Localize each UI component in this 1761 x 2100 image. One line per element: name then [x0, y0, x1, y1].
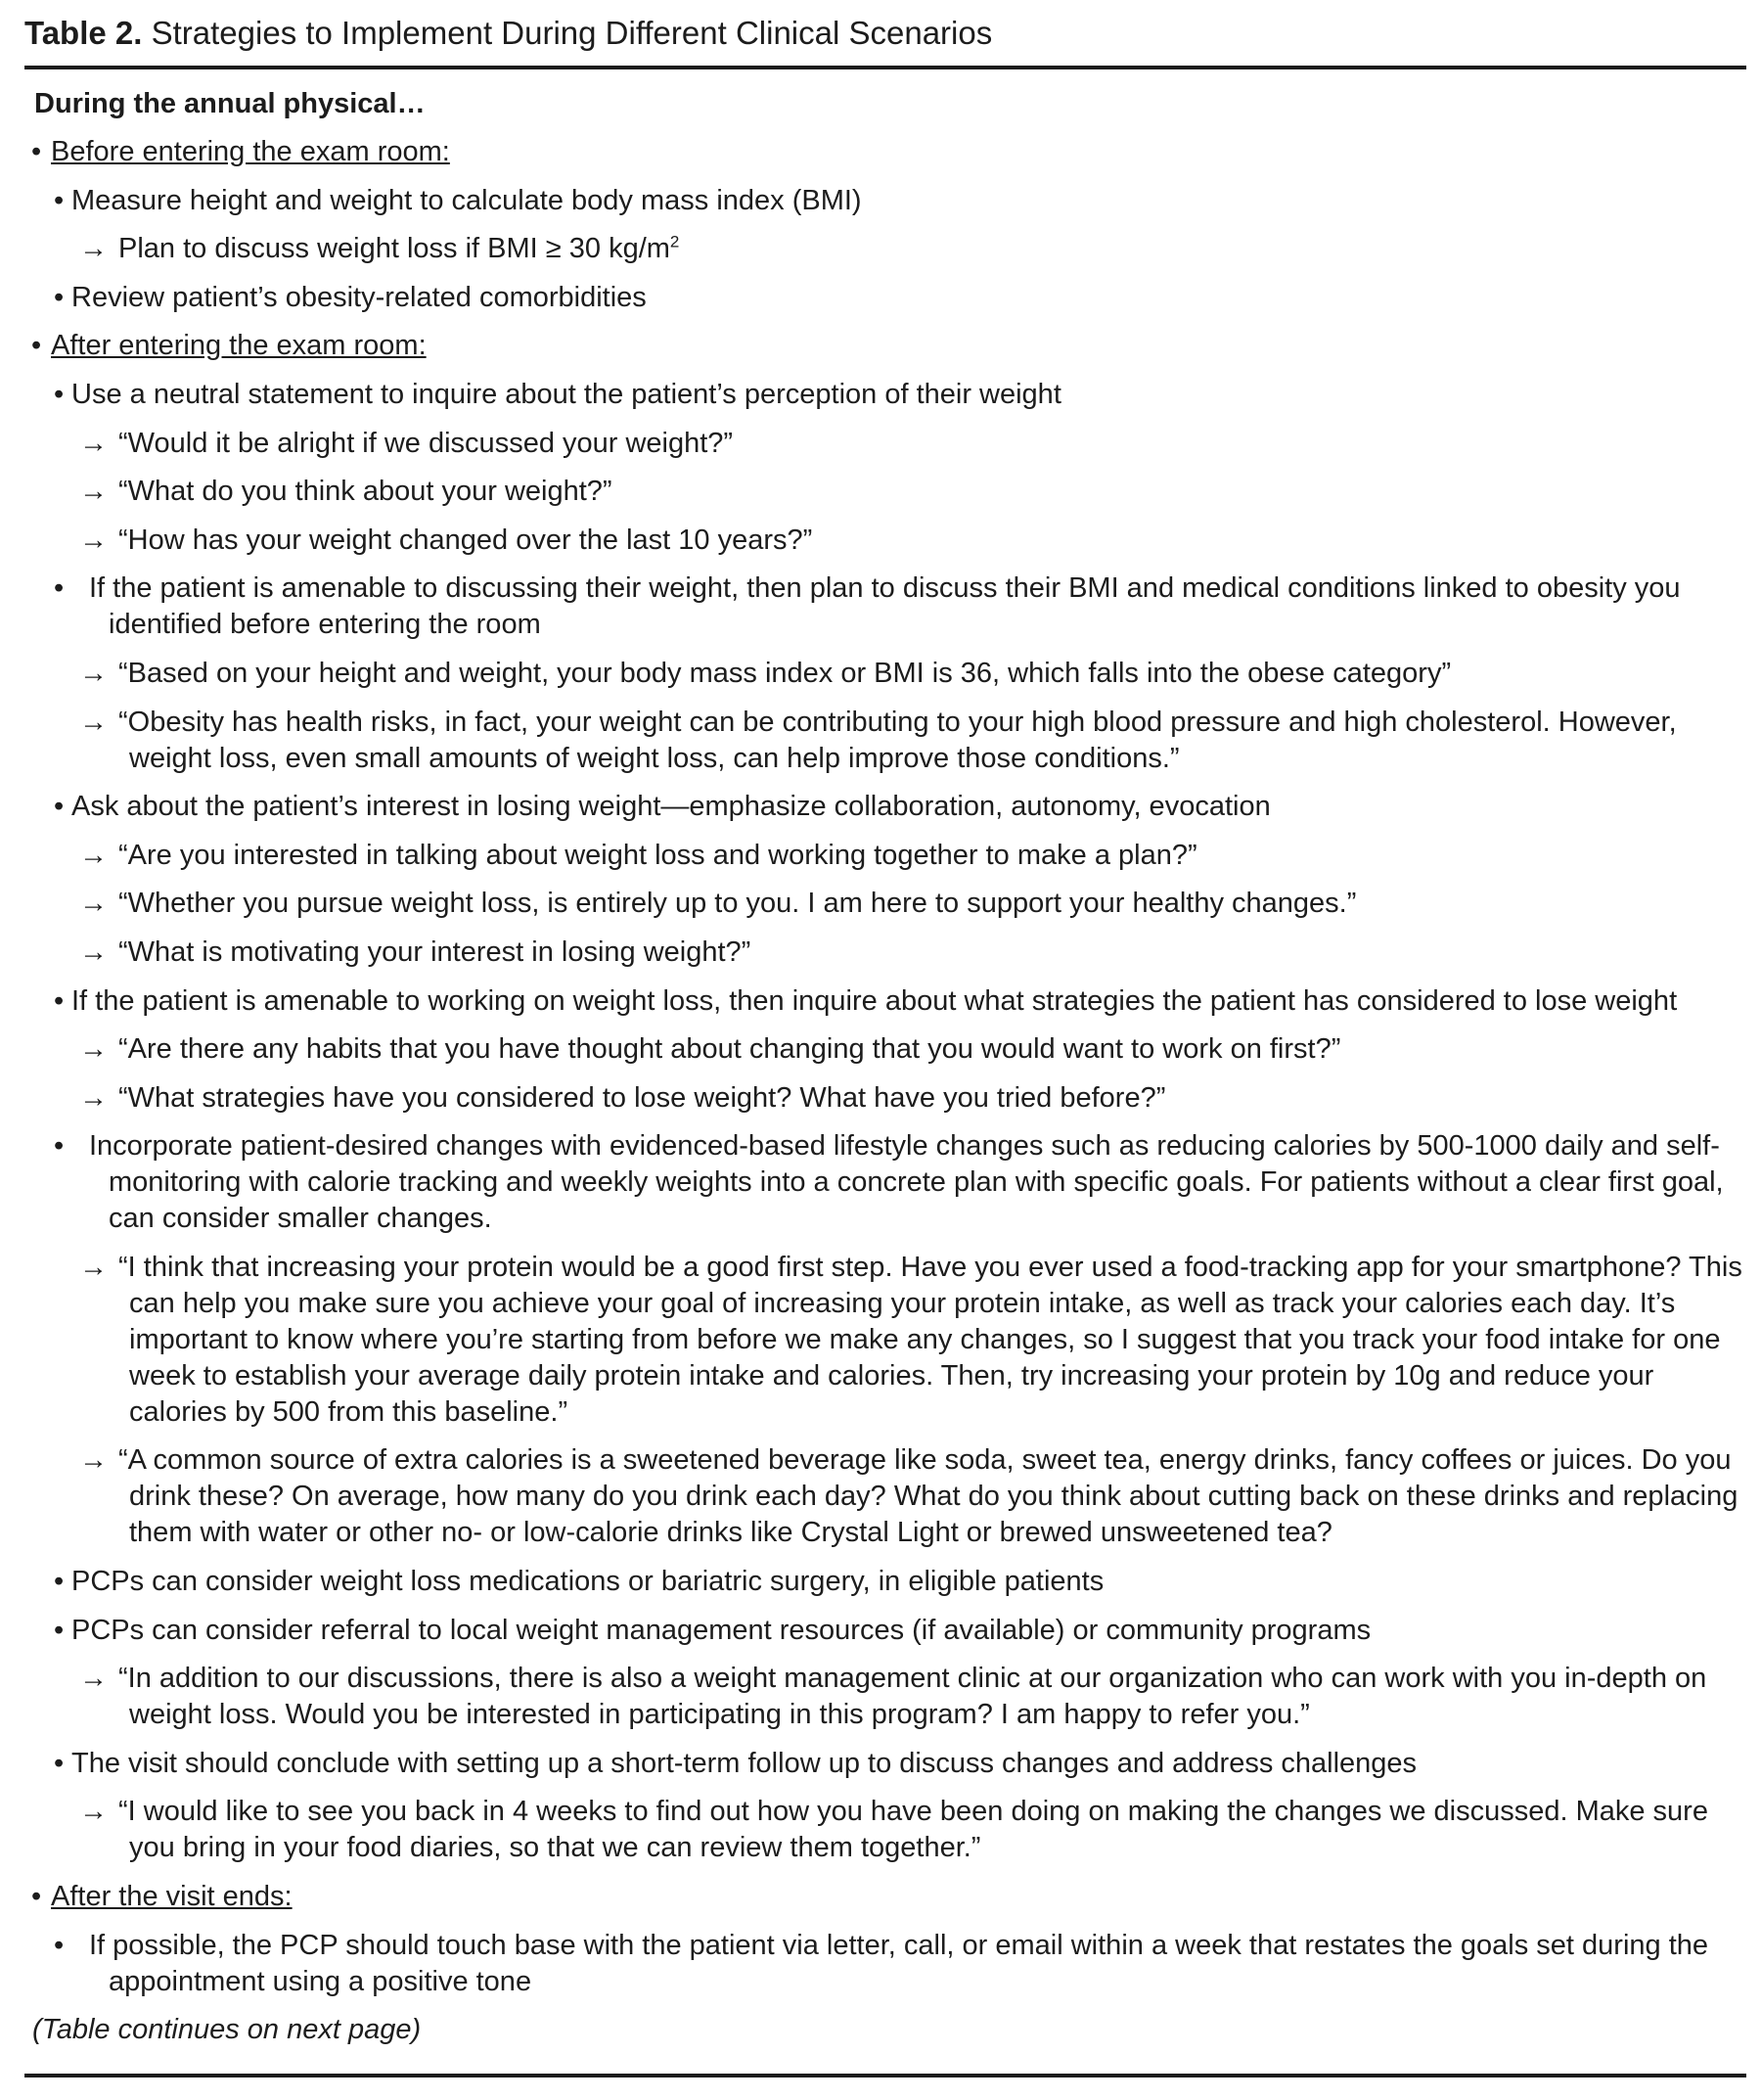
item-text: “I think that increasing your protein would be a good first step. Have you ever used a food-tracking app for your smartphone? This can help you make sure you achieve your goal of increasing your protein intake, as well as track your calories each day. It’s important to know where you’re starting from before we make any changes, so I suggest that you track your food intake for one week to establish your average daily protein intake and calories. Then, try increasing your protein by 10g and reduce your calories by 500 from this baseline.”: [118, 1251, 1742, 1428]
bullet-icon: •: [54, 791, 65, 823]
item-text: “Are you interested in talking about weight loss and working together to make a plan?”: [118, 839, 1197, 871]
item-text: Ask about the patient’s interest in losing weight—emphasize collaboration, autonomy, evocation: [71, 791, 1271, 823]
arrow-icon: →: [79, 233, 108, 265]
bullet-icon: •: [54, 1566, 65, 1598]
table-title-text: Strategies to Implement During Different Clinical Scenarios: [151, 15, 993, 51]
list-subitem: [24, 1442, 1746, 1551]
arrow-icon: →: [79, 476, 108, 508]
list-subitem: [24, 231, 1746, 267]
list-subitem: [24, 656, 1746, 692]
list-subitem: [24, 886, 1746, 922]
table-body: [24, 86, 1746, 2048]
bullet-icon: •: [54, 378, 65, 410]
bottom-rule: [24, 2074, 1746, 2077]
bullet-icon: •: [54, 1614, 65, 1646]
arrow-icon: →: [79, 1081, 108, 1114]
continuation-note: (Table continues on next page): [32, 2014, 422, 2046]
item-text: PCPs can consider referral to local weight management resources (if available) or community programs: [71, 1614, 1372, 1646]
arrow-icon: →: [79, 657, 108, 689]
item-text: “What is motivating your interest in losing weight?”: [118, 936, 751, 968]
list-subitem: [24, 1250, 1746, 1431]
arrow-icon: →: [79, 936, 108, 968]
list-item: [24, 1746, 1746, 1782]
item-text: “What strategies have you considered to lose weight? What have you tried before?”: [118, 1081, 1166, 1114]
list-item: [24, 983, 1746, 1020]
arrow-icon: →: [79, 1251, 108, 1283]
list-subitem: [24, 838, 1746, 874]
item-text: “In addition to our discussions, there is also a weight management clinic at our organization who can work with you in-depth on weight loss. Would you be interested in participating in this program? I am happy to refer you.”: [118, 1663, 1707, 1731]
list-item: [24, 183, 1746, 219]
bullet-icon: •: [31, 1881, 42, 1913]
item-text: “Obesity has health risks, in fact, your weight can be contributing to your high blood pressure and high cholesterol. However, weight loss, even small amounts of weight loss, can help improve those conditions.”: [118, 706, 1677, 774]
list-subitem: [24, 1080, 1746, 1117]
bullet-icon: •: [31, 136, 42, 167]
superscript: 2: [669, 232, 680, 251]
item-text: Incorporate patient-desired changes with evidenced-based lifestyle changes such as reducing calories by 500-1000 daily and self-monitoring with calorie tracking and weekly weights into a concrete plan with specific goals. For patients without a clear first goal, can consider smaller changes.: [89, 1130, 1724, 1235]
item-text: “Would it be alright if we discussed your weight?”: [118, 427, 734, 459]
list-item: [24, 789, 1746, 825]
arrow-icon: →: [79, 1663, 108, 1695]
list-item: [24, 1128, 1746, 1237]
list-item: [24, 280, 1746, 316]
item-text: “Are there any habits that you have thought about changing that you would want to work on first?”: [118, 1033, 1341, 1066]
arrow-icon: →: [79, 1796, 108, 1828]
item-text: “Whether you pursue weight loss, is entirely up to you. I am here to support your healthy changes.”: [118, 888, 1357, 920]
item-text: If possible, the PCP should touch base with the patient via letter, call, or email within a week that restates the goals set during the appointment using a positive tone: [89, 1929, 1709, 1997]
section-label: After the visit ends:: [51, 1881, 293, 1913]
bullet-icon: •: [54, 572, 65, 605]
bullet-icon: •: [54, 281, 65, 313]
item-text: Review patient’s obesity-related comorbidities: [71, 281, 647, 313]
list-item: [24, 377, 1746, 413]
section-label: After entering the exam room:: [51, 330, 427, 362]
arrow-icon: →: [79, 1033, 108, 1066]
list-subitem: [24, 1794, 1746, 1866]
list-item: [24, 1613, 1746, 1649]
list-item: [24, 1564, 1746, 1600]
item-text: Use a neutral statement to inquire about the patient’s perception of their weight: [71, 378, 1061, 410]
bullet-icon: •: [31, 330, 42, 362]
list-item: [24, 571, 1746, 643]
item-text: Measure height and weight to calculate body mass index (BMI): [71, 184, 862, 216]
list-subitem: [24, 474, 1746, 510]
arrow-icon: →: [79, 839, 108, 871]
item-text: “How has your weight changed over the last 10 years?”: [118, 524, 813, 556]
list-subitem: [24, 523, 1746, 559]
list-subitem: [24, 705, 1746, 777]
scenario-heading: During the annual physical…: [34, 88, 426, 119]
section-after-entering: [24, 328, 1746, 364]
table-title: [24, 14, 1746, 53]
item-text: Plan to discuss weight loss if BMI ≥ 30 kg/m: [118, 233, 670, 265]
list-subitem: [24, 1661, 1746, 1733]
item-text: “Based on your height and weight, your body mass index or BMI is 36, which falls into the obese category”: [118, 657, 1452, 689]
arrow-icon: →: [79, 1444, 108, 1477]
section-label: Before entering the exam room:: [51, 136, 450, 167]
bullet-icon: •: [54, 184, 65, 216]
arrow-icon: →: [79, 888, 108, 920]
table-number: Table 2.: [24, 15, 143, 51]
list-item: [24, 1928, 1746, 2000]
item-text: “What do you think about your weight?”: [118, 476, 612, 508]
arrow-icon: →: [79, 427, 108, 459]
top-rule: [24, 66, 1746, 69]
item-text: PCPs can consider weight loss medications or bariatric surgery, in eligible patients: [71, 1566, 1105, 1598]
arrow-icon: →: [79, 524, 108, 556]
item-text: “A common source of extra calories is a sweetened beverage like soda, sweet tea, energy drinks, fancy coffees or juices. Do you drink these? On average, how many do you drink each day? What do you think about cutting back on these drinks and replacing them with water or other no- or low-calorie drinks like Crystal Light or brewed unsweetened tea?: [118, 1444, 1738, 1549]
item-text: If the patient is amenable to discussing their weight, then plan to discuss their BMI and medical conditions linked to obesity you identified before entering the room: [89, 572, 1681, 641]
list-subitem: [24, 935, 1746, 971]
bullet-icon: •: [54, 1130, 65, 1163]
bullet-icon: •: [54, 984, 65, 1017]
item-text: “I would like to see you back in 4 weeks to find out how you have been doing on making the changes we discussed. Make sure you bring in your food diaries, so that we can review them together.”: [118, 1796, 1708, 1864]
list-subitem: [24, 1031, 1746, 1068]
item-text: If the patient is amenable to working on weight loss, then inquire about what strategies the patient has considered to lose weight: [71, 984, 1678, 1017]
item-text: The visit should conclude with setting up a short-term follow up to discuss changes and address challenges: [71, 1747, 1418, 1779]
section-before-exam: [24, 134, 1746, 170]
bullet-icon: •: [54, 1747, 65, 1779]
section-after-visit: [24, 1879, 1746, 1915]
list-subitem: [24, 426, 1746, 462]
bullet-icon: •: [54, 1929, 65, 1961]
arrow-icon: →: [79, 706, 108, 738]
